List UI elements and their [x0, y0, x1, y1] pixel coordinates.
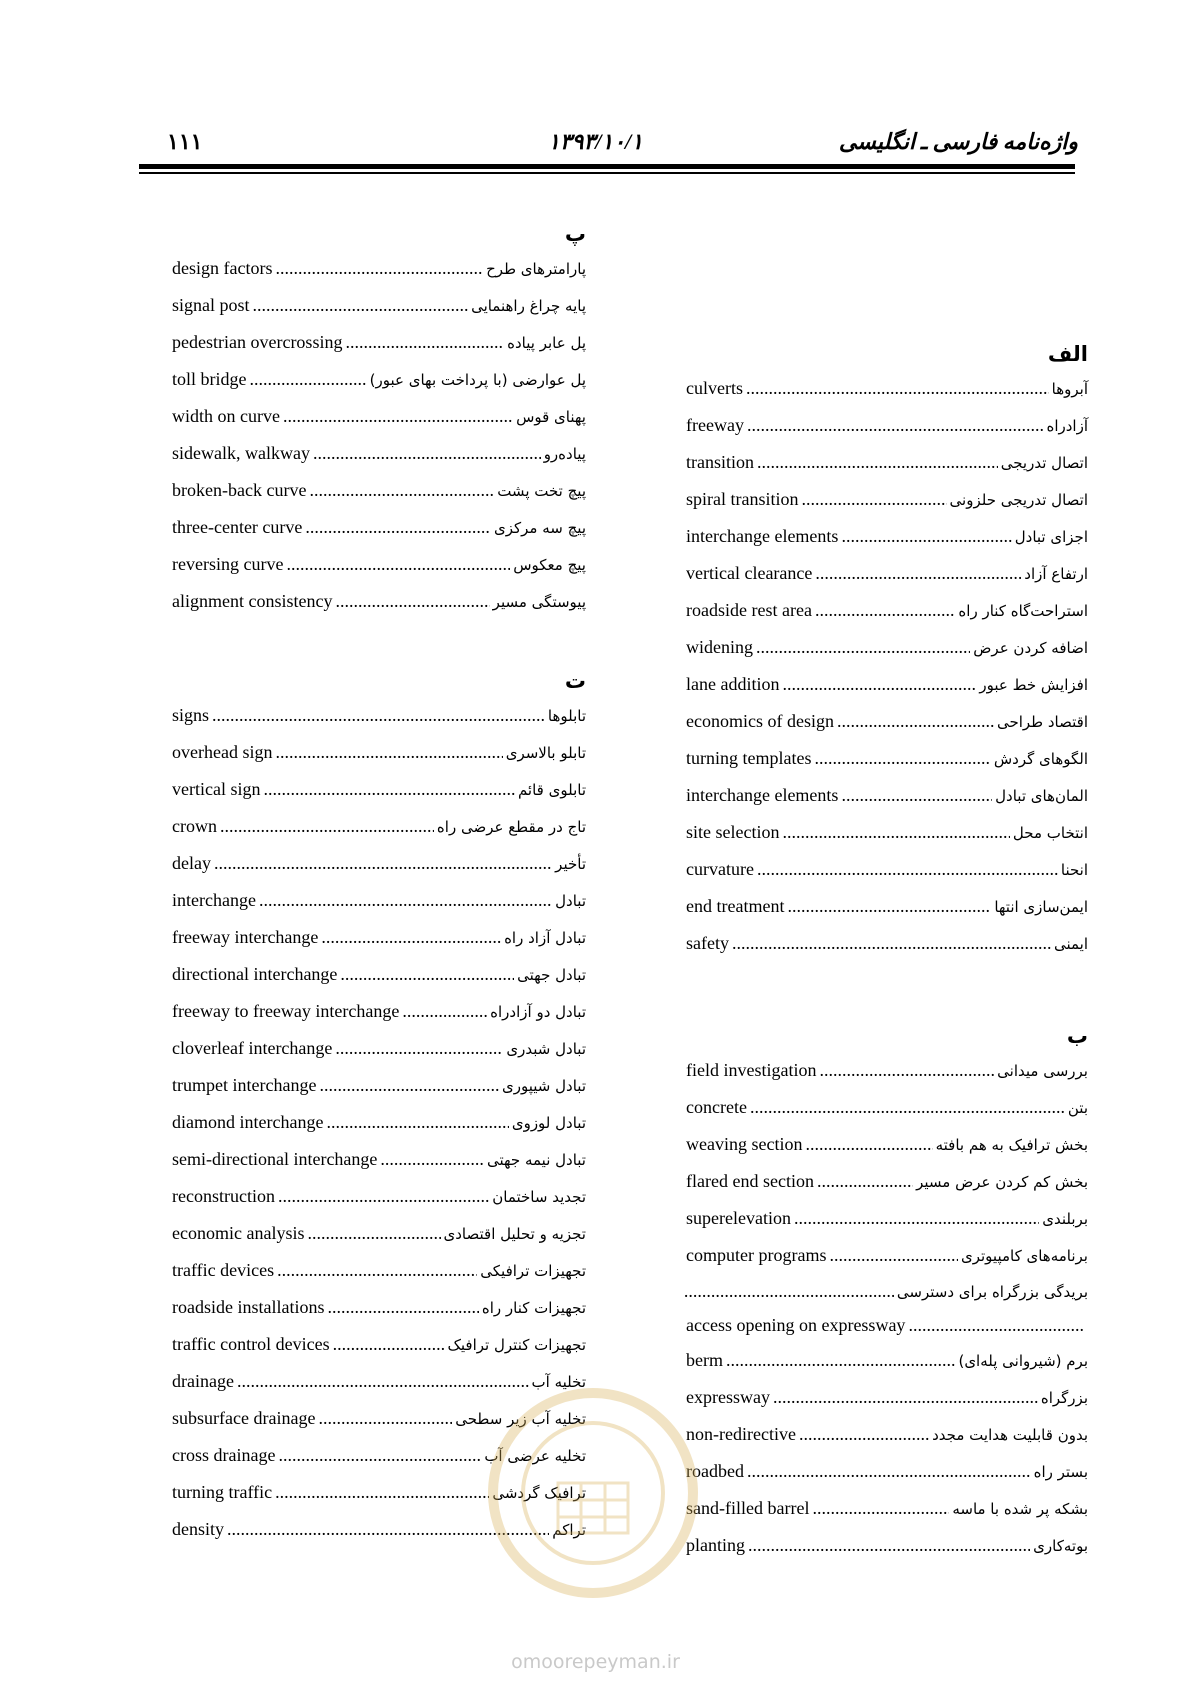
dot-leader [326, 1104, 508, 1141]
persian-term: پیچ سه مرکزی [494, 519, 586, 537]
persian-term: آبروها [1051, 380, 1088, 398]
english-term: signal post [172, 295, 250, 315]
persian-term: بخش کم کردن عرض مسیر [916, 1173, 1088, 1191]
dot-leader [801, 481, 946, 518]
glossary-entry [172, 1178, 586, 1215]
english-term: vertical sign [172, 779, 261, 799]
english-term: safety [686, 933, 729, 953]
dot-leader [307, 1215, 440, 1252]
english-term: non-redirective [686, 1424, 796, 1444]
english-term: cloverleaf interchange [172, 1038, 333, 1058]
dot-leader [321, 919, 501, 956]
dot-leader [787, 888, 991, 925]
glossary-entry [686, 481, 1088, 518]
glossary-entry [686, 1089, 1088, 1126]
persian-term: بوته‌کاری [1033, 1537, 1088, 1555]
persian-term: انحنا [1060, 861, 1088, 879]
dot-leader [747, 1453, 1031, 1490]
dot-leader [746, 370, 1049, 407]
dot-leader [841, 518, 1011, 555]
english-term: roadbed [686, 1461, 744, 1481]
glossary-entry [172, 1252, 586, 1289]
english-term: interchange elements [686, 785, 839, 805]
persian-term: تخلیه آب [531, 1373, 586, 1391]
english-term: flared end section [686, 1171, 814, 1191]
persian-term: ترافیک گردشی [492, 1484, 586, 1502]
persian-term: بتن [1067, 1099, 1088, 1117]
persian-term: تجزیه و تحلیل اقتصادی [443, 1225, 586, 1243]
english-term: subsurface drainage [172, 1408, 316, 1428]
dot-leader [277, 1252, 477, 1289]
dot-leader [815, 555, 1021, 592]
persian-term: بررسی میدانی [997, 1062, 1088, 1080]
english-term: access opening on expressway [686, 1315, 906, 1335]
english-term: freeway to freeway interchange [172, 1001, 400, 1021]
glossary-entry [172, 771, 586, 808]
glossary-entry [172, 697, 586, 734]
dot-leader [275, 250, 483, 287]
english-term: curvature [686, 859, 754, 879]
dot-leader [748, 1527, 1030, 1564]
english-term: cross drainage [172, 1445, 276, 1465]
dot-leader [684, 1274, 894, 1308]
glossary-entry [686, 666, 1088, 703]
dot-leader [275, 734, 502, 771]
english-term: freeway interchange [172, 927, 319, 947]
glossary-entry [686, 851, 1088, 888]
glossary-entry [172, 509, 586, 546]
persian-term: تابلو بالاسری [505, 744, 586, 762]
persian-term: استراحت‌گاه کنار راه [958, 602, 1088, 620]
dot-leader [275, 1474, 489, 1511]
glossary-entry [172, 919, 586, 956]
english-term: three-center curve [172, 517, 303, 537]
english-term: reconstruction [172, 1186, 275, 1206]
persian-term: تبادل دو آزادراه [490, 1003, 586, 1021]
persian-term: پارامترهای طرح [486, 260, 586, 278]
glossary-entry [686, 925, 1088, 962]
persian-term: بزرگراه [1040, 1389, 1088, 1407]
glossary-entry [686, 814, 1088, 851]
persian-term: تبادل شیپوری [502, 1077, 586, 1095]
english-term: toll bridge [172, 369, 247, 389]
dot-leader [747, 407, 1044, 444]
dot-leader [773, 1379, 1038, 1416]
dot-leader [750, 1089, 1065, 1126]
persian-term: پیچ معکوس [513, 556, 586, 574]
english-term: turning traffic [172, 1482, 273, 1502]
english-term: interchange [172, 890, 256, 910]
glossary-entry [172, 435, 586, 472]
english-term: field investigation [686, 1060, 817, 1080]
persian-term: تجهیزات کنار راه [481, 1299, 586, 1317]
persian-term: پهنای قوس [516, 408, 586, 426]
english-term: design factors [172, 258, 273, 278]
english-term: planting [686, 1535, 745, 1555]
glossary-entry [686, 777, 1088, 814]
dot-leader [318, 1400, 452, 1437]
english-term: semi-directional interchange [172, 1149, 378, 1169]
glossary-entry [172, 734, 586, 771]
persian-term: الگوهای گردش [993, 750, 1088, 768]
dot-leader [286, 546, 510, 583]
dot-leader [799, 1416, 929, 1453]
glossary-entry [686, 407, 1088, 444]
watermark-url: omoorepeyman.ir [511, 1651, 680, 1673]
english-term: lane addition [686, 674, 780, 694]
persian-term: پایه چراغ راهنمایی [471, 297, 586, 315]
page-header [0, 0, 1191, 180]
section-letter: الف [1047, 342, 1088, 366]
persian-term: برنامه‌های کامپیوتری [960, 1247, 1088, 1265]
header-date: ۱۳۹۳/۱۰/۱ [548, 129, 643, 154]
persian-term: بشکه پر شده با ماسه [952, 1500, 1088, 1518]
glossary-entry [686, 518, 1088, 555]
persian-term: تخلیه عرضی آب [484, 1447, 586, 1465]
glossary-entry [686, 1200, 1088, 1237]
glossary-entry [172, 1067, 586, 1104]
english-term: delay [172, 853, 211, 873]
glossary-entry [172, 1289, 586, 1326]
persian-term: اقتصاد طراحی [996, 713, 1088, 731]
glossary-entry [172, 287, 586, 324]
dot-leader [263, 771, 514, 808]
persian-term: بدون قابلیت هدایت مجدد [932, 1426, 1088, 1444]
glossary-entry-split-bottom [686, 1308, 1088, 1342]
glossary-entry-split-top [686, 1274, 1088, 1308]
dot-leader [327, 1289, 478, 1326]
persian-term: ایمنی [1053, 935, 1088, 953]
header-rule-thin [139, 172, 1075, 174]
persian-term: تراکم [552, 1521, 586, 1539]
english-term: drainage [172, 1371, 234, 1391]
english-term: roadside installations [172, 1297, 325, 1317]
persian-term: تبادل نیمه جهتی [486, 1151, 586, 1169]
persian-term: اجزای تبادل [1014, 528, 1088, 546]
glossary-entry [172, 1141, 586, 1178]
dot-leader [278, 1437, 481, 1474]
glossary-entry [172, 546, 586, 583]
dot-leader [757, 851, 1058, 888]
glossary-entry [172, 1104, 586, 1141]
dot-leader [782, 666, 976, 703]
glossary-entry [172, 808, 586, 845]
page-number: ۱۱۱ [167, 129, 203, 154]
glossary-entry [172, 250, 586, 287]
persian-term: بریدگی بزرگراه برای دسترسی [896, 1283, 1088, 1301]
dot-leader [908, 1308, 1085, 1342]
dot-leader [278, 1178, 489, 1215]
glossary-entry [686, 444, 1088, 481]
persian-term: برم (شیروانی پله‌ای) [958, 1352, 1088, 1370]
glossary-entry [172, 1326, 586, 1363]
right-column [686, 338, 1088, 1564]
dot-leader [829, 1237, 958, 1274]
persian-term: تابلوی قائم [517, 781, 586, 799]
dot-leader [782, 814, 1009, 851]
english-term: concrete [686, 1097, 747, 1117]
persian-term: ارتفاع آزاد [1024, 565, 1088, 583]
dot-leader [309, 472, 494, 509]
dot-leader [817, 1163, 913, 1200]
english-term: sand-filled barrel [686, 1498, 810, 1518]
glossary-entry [686, 740, 1088, 777]
glossary-entry [172, 398, 586, 435]
english-term: diamond interchange [172, 1112, 324, 1132]
persian-term: المان‌های تبادل [995, 787, 1088, 805]
glossary-entry [686, 888, 1088, 925]
persian-term: تاج در مقطع عرضی راه [436, 818, 586, 836]
glossary-entry [686, 703, 1088, 740]
glossary-entry [686, 1052, 1088, 1089]
persian-term: پیچ تخت پشت [497, 482, 586, 500]
dot-leader [220, 808, 434, 845]
glossary-entry [172, 324, 586, 361]
persian-term: ایمن‌سازی انتها [994, 898, 1088, 916]
english-term: sidewalk, walkway [172, 443, 310, 463]
glossary-entry [172, 472, 586, 509]
dot-leader [805, 1126, 932, 1163]
english-term: economics of design [686, 711, 834, 731]
dot-leader [333, 1326, 445, 1363]
dot-leader [814, 740, 990, 777]
persian-term: افزایش خط عبور [979, 676, 1088, 694]
dot-leader [259, 882, 552, 919]
english-term: pedestrian overcrossing [172, 332, 343, 352]
english-term: economic analysis [172, 1223, 305, 1243]
english-term: turning templates [686, 748, 812, 768]
persian-term: تبادل جهتی [517, 966, 586, 984]
glossary-entry [686, 1126, 1088, 1163]
glossary-entry [686, 1237, 1088, 1274]
english-term: culverts [686, 378, 743, 398]
dot-leader [319, 1067, 499, 1104]
glossary-entry [686, 370, 1088, 407]
glossary-entry [172, 993, 586, 1030]
dot-leader [732, 925, 1051, 962]
english-term: superelevation [686, 1208, 791, 1228]
dot-leader [335, 1030, 503, 1067]
persian-term: تبادل آزاد راه [504, 929, 586, 947]
persian-term: پل عابر پیاده [507, 334, 586, 352]
dot-leader [837, 703, 994, 740]
glossary-entry [686, 629, 1088, 666]
dot-leader [815, 592, 955, 629]
glossary-entry [172, 882, 586, 919]
dot-leader [726, 1342, 955, 1379]
dot-leader [345, 324, 504, 361]
dot-leader [283, 398, 513, 435]
english-term: alignment consistency [172, 591, 333, 611]
persian-term: تأخیر [555, 855, 586, 873]
persian-term: بخش ترافیک به هم بافته [935, 1136, 1088, 1154]
english-term: computer programs [686, 1245, 827, 1265]
glossary-entry [686, 1453, 1088, 1490]
watermark-logo [478, 1378, 708, 1608]
english-term: vertical clearance [686, 563, 813, 583]
english-term: reversing curve [172, 554, 284, 574]
english-term: traffic devices [172, 1260, 275, 1280]
dot-leader [335, 583, 489, 620]
dot-leader [212, 697, 545, 734]
persian-term: پل عوارضی (با پرداخت بهای عبور) [369, 371, 586, 389]
english-term: spiral transition [686, 489, 799, 509]
glossary-entry [172, 583, 586, 620]
dot-leader [794, 1200, 1039, 1237]
glossary-entry [172, 1215, 586, 1252]
english-term: broken-back curve [172, 480, 307, 500]
dot-leader [757, 444, 998, 481]
dot-leader [214, 845, 552, 882]
dot-leader [402, 993, 487, 1030]
persian-term: تجهیزات ترافیکی [480, 1262, 586, 1280]
english-term: directional interchange [172, 964, 338, 984]
dot-leader [313, 435, 541, 472]
header-rule-thick [139, 164, 1075, 169]
english-term: berm [686, 1350, 723, 1370]
dot-leader [253, 287, 469, 324]
persian-term: پیوستگی مسیر [492, 593, 586, 611]
glossary-entry [172, 845, 586, 882]
glossary-entry [172, 361, 586, 398]
persian-term: تجدید ساختمان [492, 1188, 586, 1206]
english-term: density [172, 1519, 224, 1539]
section-spacer [172, 620, 586, 665]
glossary-entry [686, 1416, 1088, 1453]
persian-term: انتخاب محل [1012, 824, 1088, 842]
persian-term: تخلیه آب زیر سطحی [455, 1410, 586, 1428]
glossary-entry [686, 1163, 1088, 1200]
section-letter: ب [1066, 1024, 1088, 1048]
section-spacer [686, 962, 1088, 1020]
glossary-entry [172, 1030, 586, 1067]
glossary-entry [686, 592, 1088, 629]
section-letter: ت [564, 669, 586, 693]
english-term: signs [172, 705, 210, 725]
dot-leader [250, 361, 367, 398]
persian-term: اضافه کردن عرض [973, 639, 1088, 657]
english-term: transition [686, 452, 754, 472]
running-title: واژه‌نامه فارسی ـ انگلیسی [838, 129, 1078, 154]
persian-term: تبادل لوزوی [511, 1114, 586, 1132]
english-term: widening [686, 637, 753, 657]
persian-term: آزادراه [1046, 417, 1088, 435]
english-term: site selection [686, 822, 780, 842]
english-term: freeway [686, 415, 744, 435]
english-term: end treatment [686, 896, 785, 916]
dot-leader [305, 509, 491, 546]
english-term: crown [172, 816, 217, 836]
dot-leader [380, 1141, 484, 1178]
persian-term: بستر راه [1033, 1463, 1088, 1481]
persian-term: تبادل [555, 892, 586, 910]
english-term: trumpet interchange [172, 1075, 317, 1095]
left-column [172, 218, 586, 1548]
glossary-entry [686, 1342, 1088, 1379]
glossary-entry [686, 1379, 1088, 1416]
persian-term: اتصال تدریجی [1000, 454, 1088, 472]
dot-leader [756, 629, 970, 666]
persian-term: تبادل شبدری [506, 1040, 586, 1058]
persian-term: اتصال تدریجی حلزونی [949, 491, 1088, 509]
english-term: overhead sign [172, 742, 273, 762]
dot-leader [812, 1490, 949, 1527]
dot-leader [819, 1052, 994, 1089]
english-term: roadside rest area [686, 600, 812, 620]
persian-term: بربلندی [1042, 1210, 1088, 1228]
english-term: width on curve [172, 406, 280, 426]
persian-term: تجهیزات کنترل ترافیک [447, 1336, 586, 1354]
english-term: traffic control devices [172, 1334, 330, 1354]
glossary-entry [686, 555, 1088, 592]
glossary-entry [172, 956, 586, 993]
section-letter: پ [564, 222, 586, 246]
glossary-entry [686, 1490, 1088, 1527]
english-term: expressway [686, 1387, 770, 1407]
dot-leader [841, 777, 992, 814]
dot-leader [340, 956, 514, 993]
english-term: interchange elements [686, 526, 839, 546]
english-term: weaving section [686, 1134, 803, 1154]
glossary-entry [686, 1527, 1088, 1564]
persian-term: تابلوها [547, 707, 586, 725]
persian-term: پیاده‌رو [543, 445, 586, 463]
